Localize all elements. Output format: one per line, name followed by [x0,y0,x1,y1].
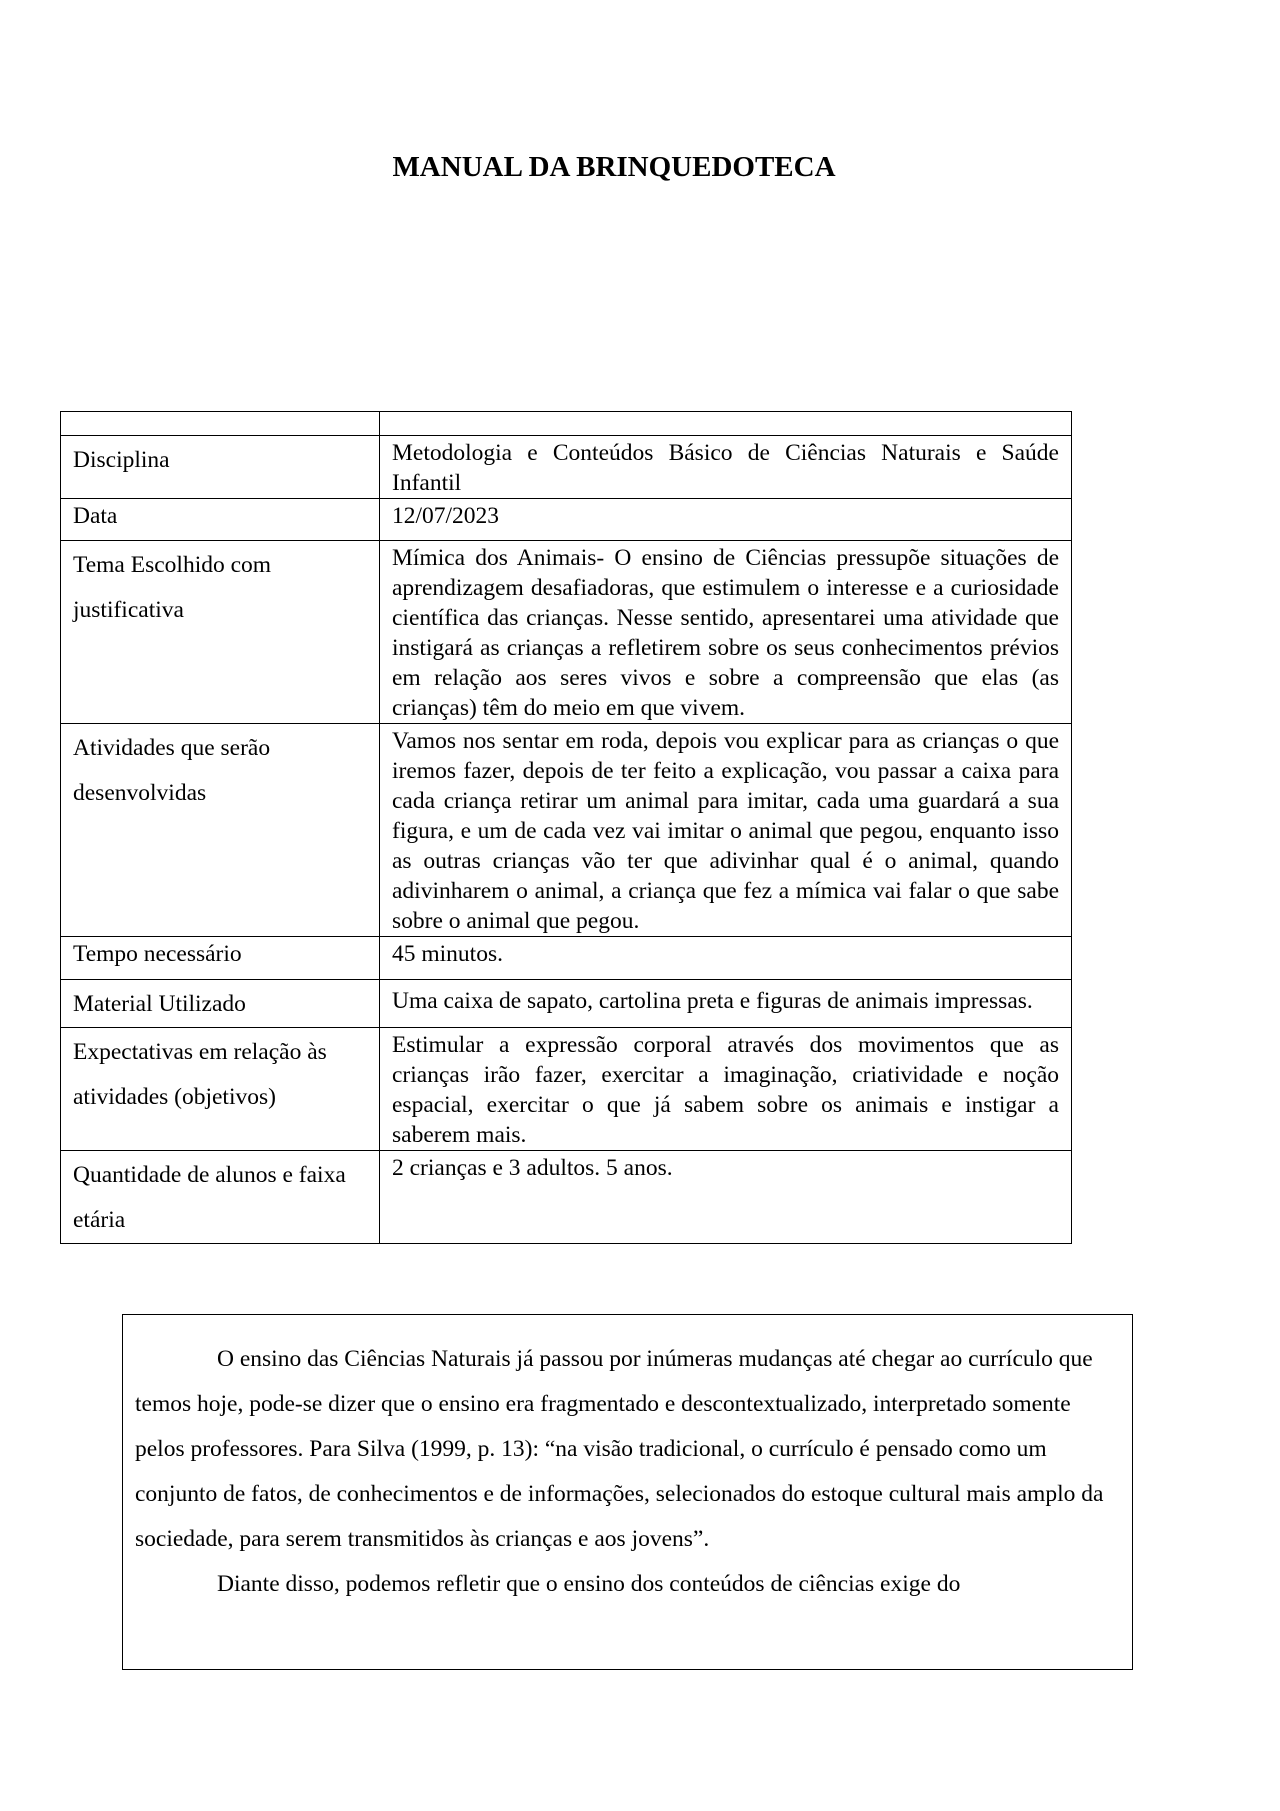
row-value: Vamos nos sentar em roda, depois vou explicar para as crianças o que iremos fazer, depois de ter feito a explicação, vou passar a caixa para cada criança retirar um animal para imitar, cada uma guardará a sua figura, e um de cada vez vai imitar o animal que pegou, enquanto isso as outras crianças vão ter que adivinhar qual é o animal, quando adivinharem o animal, a criança que fez a mímica vai falar o que sabe sobre o animal que pegou. [380,724,1072,937]
table-row-disciplina [61,436,1072,499]
row-label: Tema Escolhido com justificativa [61,541,380,724]
row-value: Estimular a expressão corporal através dos movimentos que as crianças irão fazer, exercitar a imaginação, criatividade e noção espacial, exercitar o que já sabem sobre os animais e instigar a saberem mais. [380,1028,1072,1151]
table-cell-empty [380,412,1072,436]
row-label: Expectativas em relação às atividades (objetivos) [61,1028,380,1151]
table-row-tempo [61,937,1072,980]
row-value: 2 crianças e 3 adultos. 5 anos. [380,1151,1072,1244]
table-row-data [61,499,1072,541]
row-label: Tempo necessário [61,937,380,980]
table-cell-empty [61,412,380,436]
row-value: Metodologia e Conteúdos Básico de Ciências Naturais e Saúde Infantil [380,436,1072,499]
table-row-quantidade [61,1151,1072,1244]
table-row-tema [61,541,1072,724]
row-value: 45 minutos. [380,937,1072,980]
row-label: Disciplina [61,436,380,499]
row-value: Uma caixa de sapato, cartolina preta e figuras de animais impressas. [380,980,1072,1028]
paragraph: O ensino das Ciências Naturais já passou por inúmeras mudanças até chegar ao currículo que temos hoje, pode-se dizer que o ensino era fragmentado e descontextualizado, interpretado somente pelos professores. Para Silva (1999, p. 13): “na visão tradicional, o currículo é pensado como um conjunto de fatos, de conhecimentos e de informações, selecionados do estoque cultural mais amplo da sociedade, para serem transmitidos às crianças e aos jovens”. [135,1346,1104,1552]
table-empty-row [61,412,1072,436]
row-label: Material Utilizado [61,980,380,1028]
table-row-atividades [61,724,1072,937]
row-label: Quantidade de alunos e faixa etária [61,1151,380,1244]
row-value: 12/07/2023 [380,499,1072,541]
table-row-material [61,980,1072,1028]
table-row-expectativas [61,1028,1072,1151]
text-box [122,1314,1133,1670]
document-title: MANUAL DA BRINQUEDOTECA [392,151,836,183]
row-label: Atividades que serão desenvolvidas [61,724,380,937]
row-value: Mímica dos Animais- O ensino de Ciências pressupõe situações de aprendizagem desafiadoras, que estimulem o interesse e a curiosidade científica das crianças. Nesse sentido, apresentarei uma atividade que instigará as crianças a refletirem sobre os seus conhecimentos prévios em relação aos seres vivos e sobre a compreensão que elas (as crianças) têm do meio em que vivem. [380,541,1072,724]
lesson-plan-table [60,411,1072,1244]
paragraph: Diante disso, podemos refletir que o ensino dos conteúdos de ciências exige do [217,1571,961,1597]
row-label: Data [61,499,380,541]
